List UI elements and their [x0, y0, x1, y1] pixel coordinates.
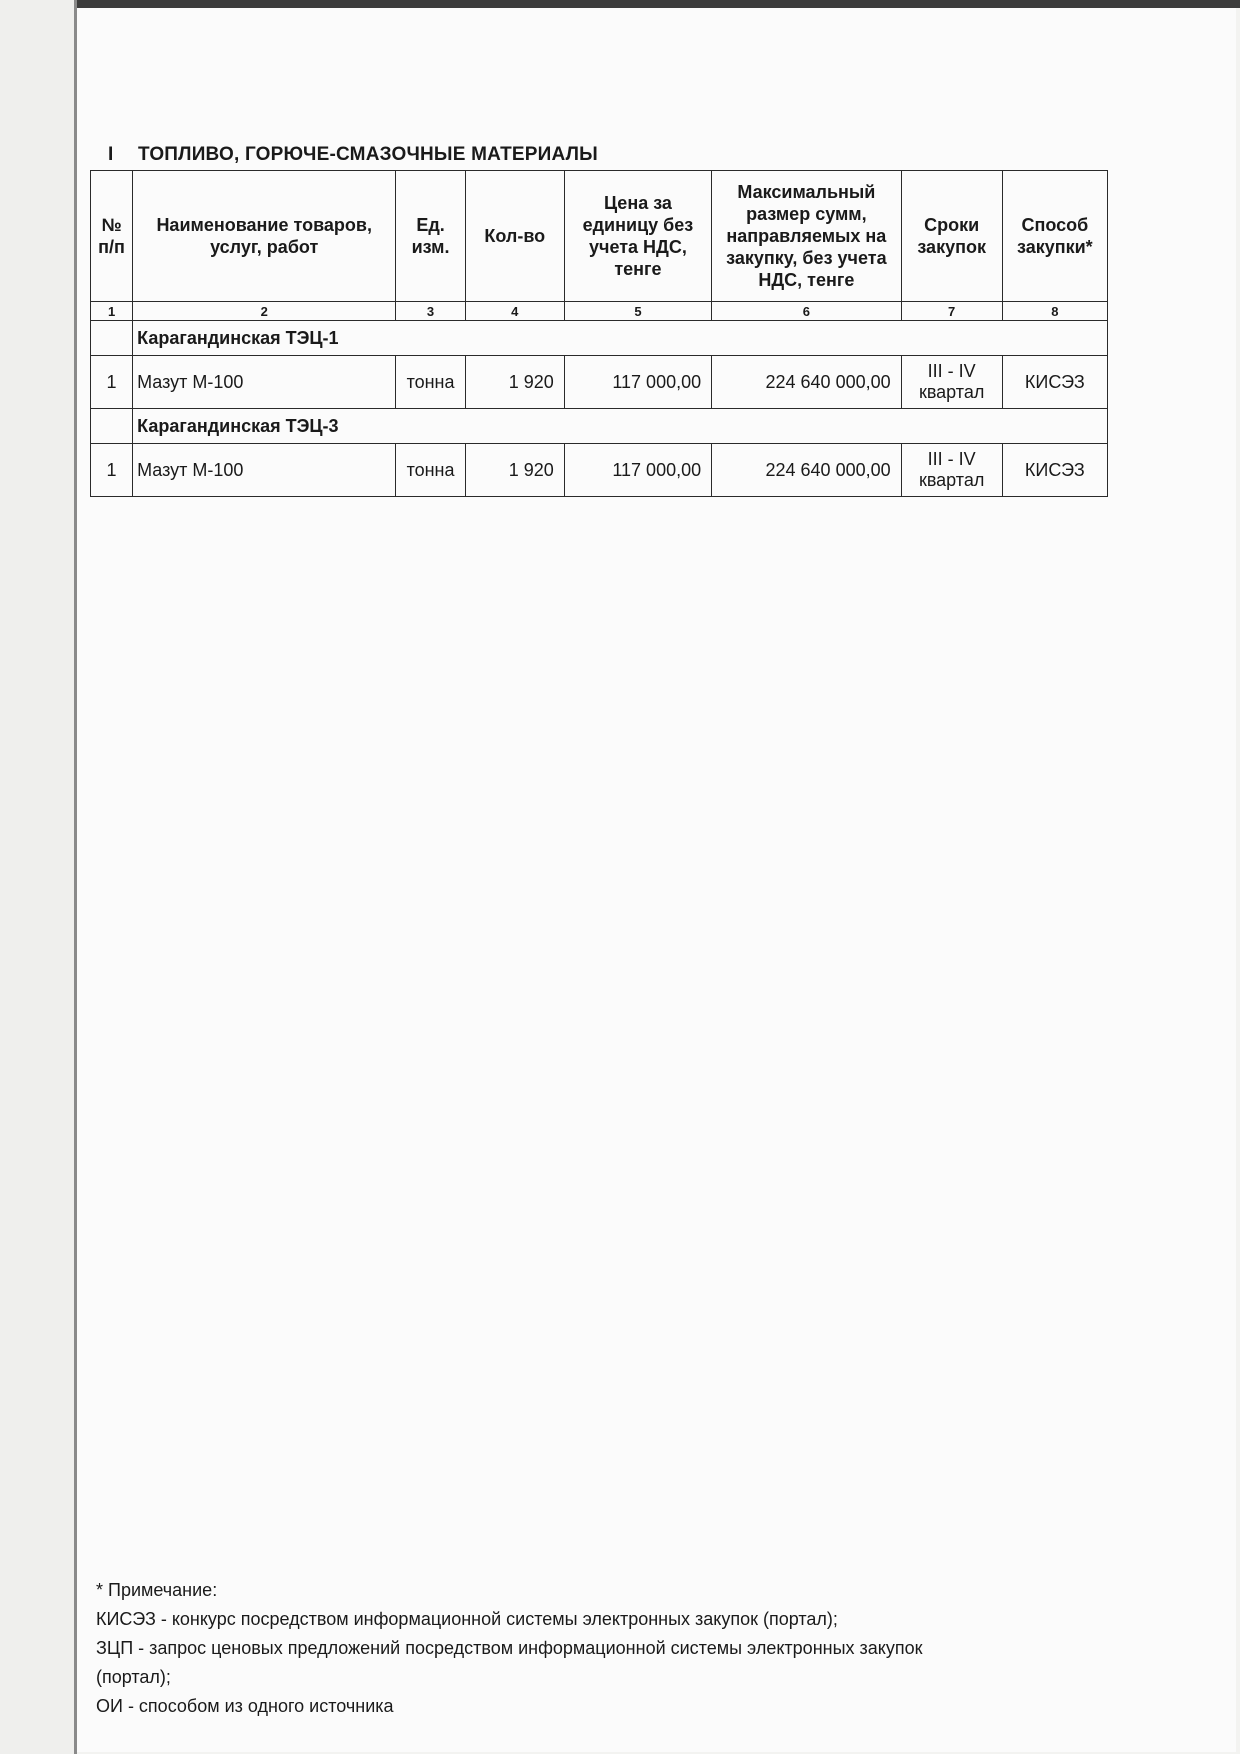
- header-term: Сроки закупок: [901, 171, 1002, 302]
- header-unit: Ед. изм.: [396, 171, 465, 302]
- footnote-heading: * Примечание:: [96, 1580, 218, 1600]
- section-title: [108, 144, 598, 166]
- procurement-table: [90, 170, 1108, 497]
- row-name: Мазут М-100: [133, 356, 396, 409]
- row-sum: 224 640 000,00: [712, 444, 902, 497]
- scan-top-shadow: [74, 0, 1240, 8]
- column-number: 8: [1002, 302, 1107, 321]
- table-row: [91, 444, 1108, 497]
- footnote: [96, 1576, 1096, 1721]
- column-number: 2: [133, 302, 396, 321]
- table-row: [91, 356, 1108, 409]
- column-number: 7: [901, 302, 1002, 321]
- header-qty: Кол-во: [465, 171, 564, 302]
- row-qty: 1 920: [465, 444, 564, 497]
- footnote-line: ЗЦП - запрос ценовых предложений посредством информационной системы электронных закупок: [96, 1638, 923, 1658]
- footnote-line: КИСЭЗ - конкурс посредством информационной системы электронных закупок (портал);: [96, 1609, 838, 1629]
- header-method: Способ закупки*: [1002, 171, 1107, 302]
- header-num: № п/п: [91, 171, 133, 302]
- footnote-line: ОИ - способом из одного источника: [96, 1696, 394, 1716]
- row-unit: тонна: [396, 444, 465, 497]
- row-price: 117 000,00: [564, 444, 711, 497]
- adjacent-page-edge: [0, 0, 74, 1754]
- footnote-line: (портал);: [96, 1667, 171, 1687]
- group-num-cell: [91, 409, 133, 444]
- row-term: III - IV квартал: [901, 356, 1002, 409]
- header-name: Наименование товаров, услуг, работ: [133, 171, 396, 302]
- page-binding-edge: [74, 0, 77, 1754]
- row-name: Мазут М-100: [133, 444, 396, 497]
- row-method: КИСЭЗ: [1002, 356, 1107, 409]
- row-price: 117 000,00: [564, 356, 711, 409]
- group-num-cell: [91, 321, 133, 356]
- header-row: [91, 171, 1108, 302]
- row-method: КИСЭЗ: [1002, 444, 1107, 497]
- column-numbers-row: [91, 302, 1108, 321]
- group-row: [91, 321, 1108, 356]
- header-price: Цена за единицу без учета НДС, тенге: [564, 171, 711, 302]
- group-name: Карагандинская ТЭЦ-1: [133, 321, 1108, 356]
- column-number: 5: [564, 302, 711, 321]
- group-name: Карагандинская ТЭЦ-3: [133, 409, 1108, 444]
- section-title-text: ТОПЛИВО, ГОРЮЧЕ-СМАЗОЧНЫЕ МАТЕРИАЛЫ: [138, 144, 598, 165]
- row-sum: 224 640 000,00: [712, 356, 902, 409]
- column-number: 4: [465, 302, 564, 321]
- column-number: 3: [396, 302, 465, 321]
- row-num: 1: [91, 444, 133, 497]
- column-number: 6: [712, 302, 902, 321]
- section-number: I: [108, 144, 114, 165]
- group-row: [91, 409, 1108, 444]
- row-term: III - IV квартал: [901, 444, 1002, 497]
- column-number: 1: [91, 302, 133, 321]
- row-unit: тонна: [396, 356, 465, 409]
- header-sum: Максимальный размер сумм, направляемых на закупку, без учета НДС, тенге: [712, 171, 902, 302]
- row-qty: 1 920: [465, 356, 564, 409]
- row-num: 1: [91, 356, 133, 409]
